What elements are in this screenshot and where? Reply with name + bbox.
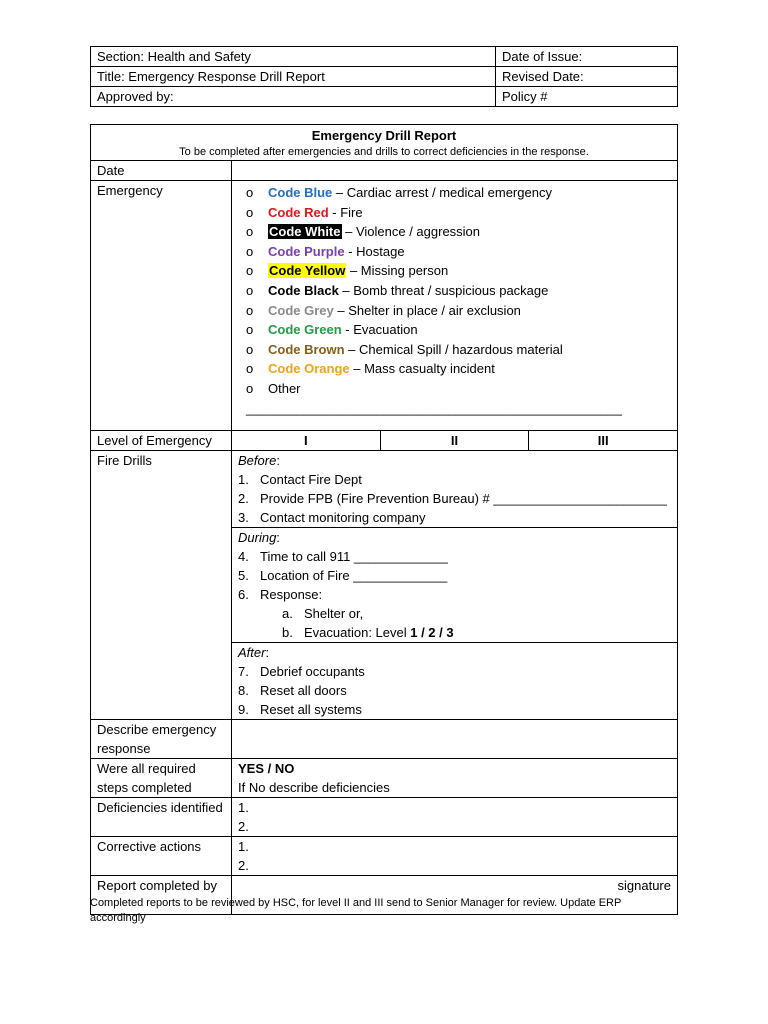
bullet-icon: o bbox=[246, 322, 254, 338]
bullet-icon: o bbox=[246, 302, 254, 318]
code-item-yellow[interactable] bbox=[246, 261, 671, 281]
corrective-label: Corrective actions bbox=[91, 837, 232, 876]
level-option-2[interactable]: II bbox=[380, 431, 529, 450]
list-item: 1. bbox=[238, 800, 249, 816]
code-item-white[interactable] bbox=[246, 222, 671, 242]
step-text: Contact Fire Dept bbox=[260, 472, 362, 488]
level-options bbox=[232, 431, 677, 450]
steps-completed-label: Were all required steps completed bbox=[91, 759, 232, 798]
header-table bbox=[90, 46, 678, 107]
step-item bbox=[238, 489, 671, 508]
corrective-cell[interactable] bbox=[232, 837, 678, 876]
signature-label: signature bbox=[617, 878, 671, 894]
step-text: Contact monitoring company bbox=[260, 510, 426, 526]
code-name: Code Red bbox=[268, 204, 329, 220]
report-title: Emergency Drill Report bbox=[311, 128, 457, 143]
step-item bbox=[238, 470, 671, 489]
code-item-orange[interactable] bbox=[246, 359, 671, 379]
date-of-issue-cell: Date of Issue: bbox=[496, 47, 678, 67]
heading-colon: : bbox=[276, 453, 280, 469]
bullet-icon: o bbox=[246, 243, 254, 259]
step-num: 2. bbox=[238, 491, 249, 507]
step-num: 3. bbox=[238, 510, 249, 526]
sub-step-item bbox=[238, 604, 671, 623]
bullet-icon: o bbox=[246, 341, 254, 357]
bullet-icon: o bbox=[246, 185, 254, 200]
step-num: 1. bbox=[238, 472, 249, 488]
code-desc: - Hostage bbox=[344, 243, 405, 259]
describe-value-cell[interactable] bbox=[232, 720, 678, 759]
fire-drills-cell bbox=[232, 451, 678, 720]
step-item bbox=[238, 508, 671, 527]
step-item bbox=[238, 585, 671, 604]
step-num: 5. bbox=[238, 568, 249, 584]
step-num: 8. bbox=[238, 683, 249, 699]
code-desc: - Evacuation bbox=[341, 322, 418, 338]
code-name: Code Black bbox=[268, 282, 339, 298]
code-item-other[interactable] bbox=[246, 379, 671, 418]
bullet-icon: o bbox=[246, 263, 254, 279]
code-desc: – Chemical Spill / hazardous material bbox=[344, 341, 563, 357]
bullet-icon: o bbox=[246, 204, 254, 220]
deficiencies-label: Deficiencies identified bbox=[91, 798, 232, 837]
step-item bbox=[238, 662, 671, 681]
report-subtitle: To be completed after emergencies and drills to correct deficiencies in the response. bbox=[179, 146, 589, 158]
code-desc: Other ____________________________________________________ bbox=[246, 380, 622, 416]
code-item-brown[interactable] bbox=[246, 340, 671, 360]
fire-drills-label: Fire Drills bbox=[91, 451, 232, 720]
step-item bbox=[238, 700, 671, 719]
code-desc: - Fire bbox=[328, 204, 363, 220]
step-text: Response: bbox=[260, 587, 323, 603]
code-desc: – Violence / aggression bbox=[341, 224, 481, 240]
report-completed-label: Report completed by bbox=[91, 876, 232, 915]
code-name: Code Grey bbox=[268, 302, 334, 318]
list-item: 1. bbox=[238, 839, 249, 855]
during-section bbox=[232, 527, 677, 642]
code-desc: – Bomb threat / suspicious package bbox=[338, 282, 549, 298]
code-name: Code White bbox=[269, 224, 341, 240]
date-value-cell[interactable] bbox=[232, 161, 678, 181]
level-cell bbox=[232, 431, 678, 451]
code-item-black[interactable] bbox=[246, 281, 671, 301]
heading-colon: : bbox=[276, 530, 280, 546]
step-item bbox=[238, 566, 671, 585]
step-text: Reset all doors bbox=[260, 683, 347, 699]
bullet-icon: o bbox=[246, 380, 254, 396]
heading-colon: : bbox=[265, 645, 270, 661]
emergency-codes-cell bbox=[232, 181, 678, 431]
after-heading: After bbox=[238, 645, 266, 661]
title-cell: Title: Emergency Response Drill Report bbox=[91, 67, 496, 87]
before-section bbox=[232, 451, 677, 527]
sub-step-item bbox=[238, 623, 671, 642]
step-text: Provide FPB (Fire Prevention Bureau) # ________________________ bbox=[260, 491, 667, 507]
level-option-1[interactable]: I bbox=[304, 433, 308, 449]
step-num: 7. bbox=[238, 664, 249, 680]
bullet-icon: o bbox=[246, 224, 254, 240]
code-name: Code Purple bbox=[268, 243, 345, 259]
if-no-text: If No describe deficiencies bbox=[238, 780, 390, 796]
deficiencies-cell[interactable] bbox=[232, 798, 678, 837]
step-num: 9. bbox=[238, 702, 249, 718]
policy-cell: Policy # bbox=[496, 87, 678, 107]
sub-step-text: Shelter or, bbox=[304, 606, 364, 622]
list-item: 2. bbox=[238, 819, 249, 835]
step-item bbox=[238, 681, 671, 700]
after-section bbox=[232, 642, 677, 719]
level-label: Level of Emergency bbox=[91, 431, 232, 451]
code-item-blue[interactable] bbox=[246, 183, 671, 203]
list-item: 2. bbox=[238, 858, 249, 874]
footer-note: Completed reports to be reviewed by HSC, for level II and III send to Senior Manager for review. Update ERP accordingly bbox=[90, 897, 622, 924]
code-name: Code Blue bbox=[268, 185, 333, 200]
report-title-cell bbox=[91, 125, 678, 161]
code-desc: – Missing person bbox=[346, 263, 449, 279]
sub-step-num: a. bbox=[282, 606, 293, 622]
step-text: Location of Fire _____________ bbox=[260, 568, 448, 584]
describe-label: Describe emergency response bbox=[91, 720, 232, 759]
section-cell: Section: Health and Safety bbox=[91, 47, 496, 67]
sub-step-text: Evacuation: Level bbox=[304, 625, 411, 641]
during-heading: During bbox=[238, 530, 277, 546]
yes-no-options[interactable]: YES / NO bbox=[238, 761, 295, 777]
step-text: Time to call 911 _____________ bbox=[260, 549, 448, 565]
before-heading: Before bbox=[238, 453, 277, 469]
step-num: 4. bbox=[238, 549, 249, 565]
sub-step-num: b. bbox=[282, 625, 293, 641]
evacuation-levels[interactable]: 1 / 2 / 3 bbox=[410, 625, 454, 641]
steps-completed-cell[interactable] bbox=[232, 759, 678, 798]
step-text: Debrief occupants bbox=[260, 664, 365, 680]
code-desc: – Mass casualty incident bbox=[349, 361, 495, 377]
code-desc: – Shelter in place / air exclusion bbox=[333, 302, 521, 318]
revised-date-cell: Revised Date: bbox=[496, 67, 678, 87]
code-name: Code Orange bbox=[268, 361, 350, 377]
approved-by-cell: Approved by: bbox=[91, 87, 496, 107]
report-table bbox=[90, 124, 678, 915]
code-name: Code Green bbox=[268, 322, 342, 338]
emergency-label: Emergency bbox=[91, 181, 232, 431]
step-text: Reset all systems bbox=[260, 702, 362, 718]
code-item-grey[interactable] bbox=[246, 301, 671, 321]
step-num: 6. bbox=[238, 587, 249, 603]
code-name: Code Yellow bbox=[269, 263, 346, 279]
bullet-icon: o bbox=[246, 361, 254, 377]
code-desc: – Cardiac arrest / medical emergency bbox=[332, 185, 552, 200]
level-option-3[interactable]: III bbox=[528, 431, 677, 450]
code-item-purple[interactable] bbox=[246, 242, 671, 262]
emergency-code-list bbox=[238, 181, 671, 430]
code-name: Code Brown bbox=[268, 341, 345, 357]
bullet-icon: o bbox=[246, 282, 254, 298]
code-item-green[interactable] bbox=[246, 320, 671, 340]
date-label: Date bbox=[91, 161, 232, 181]
code-item-red[interactable] bbox=[246, 203, 671, 223]
step-item bbox=[238, 547, 671, 566]
